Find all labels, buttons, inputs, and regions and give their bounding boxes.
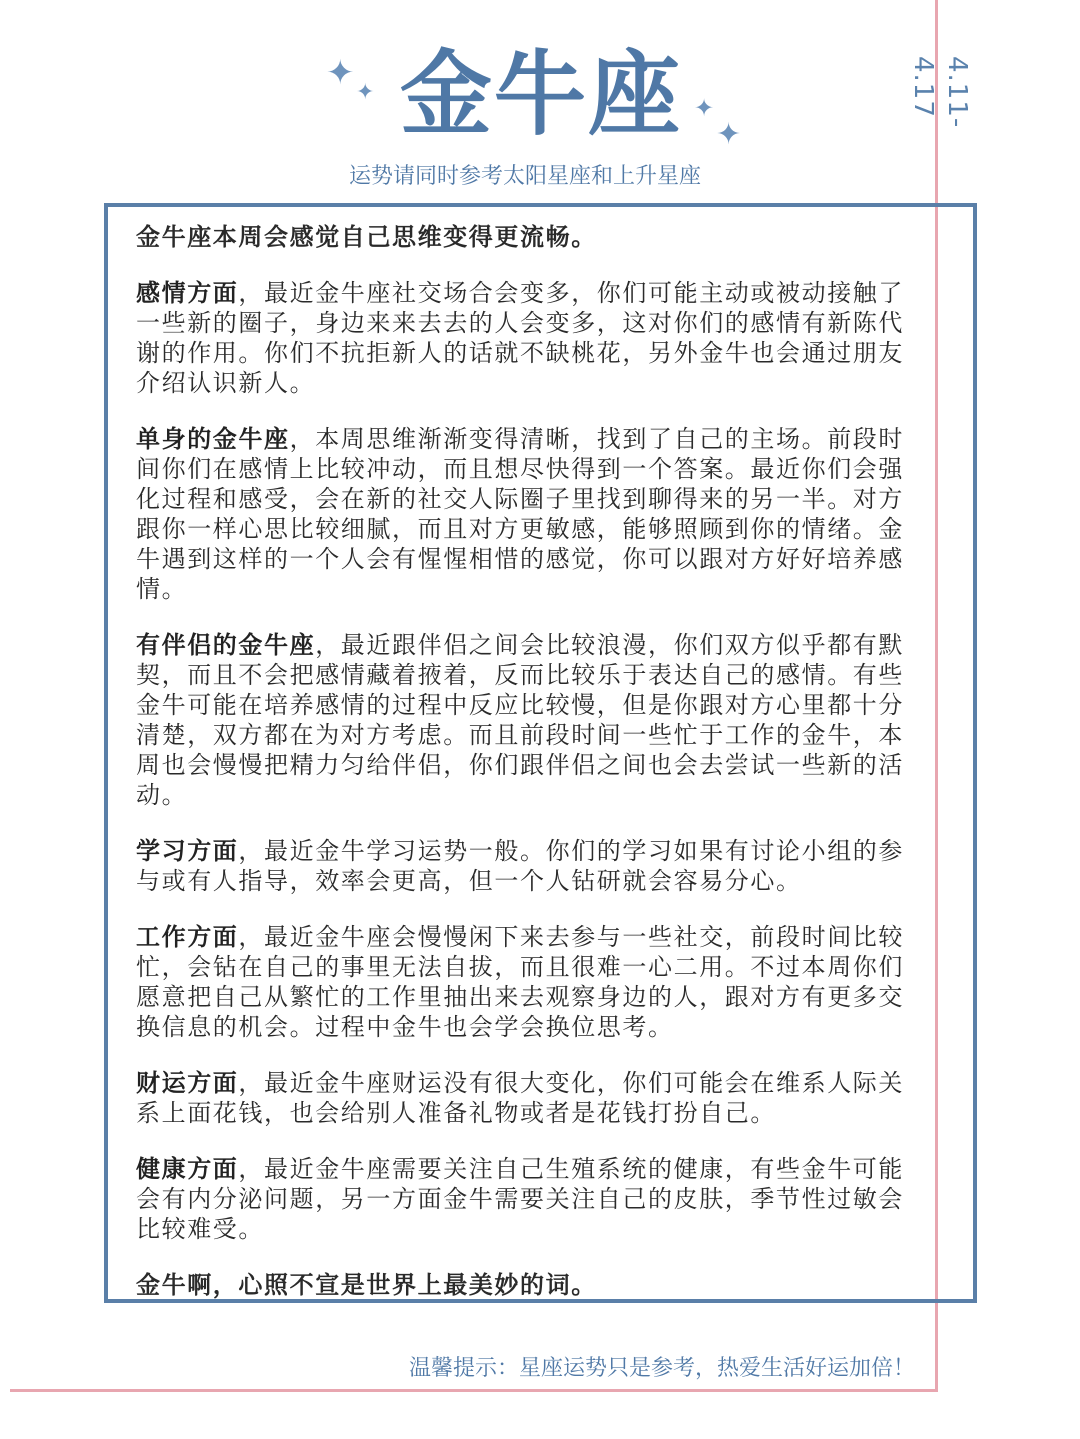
section-heading: 有伴侣的金牛座 <box>136 631 316 659</box>
section-love <box>136 278 914 398</box>
section-heading: 学习方面 <box>136 837 239 865</box>
section-heading: 感情方面 <box>136 279 239 307</box>
pink-frame-horizontal-line <box>10 1389 938 1392</box>
section-wealth <box>136 1068 914 1128</box>
sparkle-icon: ✦ <box>716 117 742 152</box>
page-subtitle: 运势请同时参考太阳星座和上升星座 <box>348 164 701 189</box>
section-text: ，本周思维渐渐变得清晰，找到了自己的主场。前段时间你们在感情上比较冲动，而且想尽快得到一个答案。最近你们会强化过程和感受，会在新的社交人际圈子里找到聊得来的另一半。对方跟你一样心思比较细腻，而且对方更敏感，能够照顾到你的情绪。金牛遇到这样的一个人会有惺惺相惜的感觉，你可以跟对方好好培养感情。 <box>136 425 905 603</box>
section-heading: 健康方面 <box>136 1155 239 1183</box>
section-work <box>136 922 914 1042</box>
sparkle-icon: ✦ <box>356 80 375 105</box>
closing-line: 金牛啊，心照不宣是世界上最美妙的词。 <box>136 1271 597 1299</box>
section-text: ，最近金牛座会慢慢闲下来去参与一些社交，前段时间比较忙，会钻在自己的事里无法自拔，而且很难一心二用。不过本周你们愿意把自己从繁忙的工作里抽出来去观察身边的人，跟对方有更多交换信息的机会。过程中金牛也会学会换位思考。 <box>136 923 905 1041</box>
section-partnered <box>136 630 914 810</box>
horoscope-content <box>136 222 914 1299</box>
section-text: ，最近跟伴侣之间会比较浪漫，你们双方似乎都有默契，而且不会把感情藏着掖着，反而比较乐于表达自己的感情。有些金牛可能在培养感情的过程中反应比较慢，但是你跟对方心里都十分清楚，双方都在为对方考虑。而且前段时间一些忙于工作的金牛，本周也会慢慢把精力匀给伴侣，你们跟伴侣之间也会去尝试一些新的活动。 <box>136 631 905 809</box>
section-heading: 财运方面 <box>136 1069 239 1097</box>
section-text: ，最近金牛学习运势一般。你们的学习如果有讨论小组的参与或有人指导，效率会更高，但一个人钻研就会容易分心。 <box>136 837 905 895</box>
section-text: ，最近金牛座需要关注自己生殖系统的健康，有些金牛可能会有内分泌问题，另一方面金牛需要关注自己的皮肤，季节性过敏会比较难受。 <box>136 1155 905 1243</box>
section-heading: 单身的金牛座 <box>136 425 290 453</box>
sparkle-icon: ✦ <box>694 94 715 122</box>
section-text: ，最近金牛座财运没有很大变化，你们可能会在维系人际关系上面花钱，也会给别人准备礼物或者是花钱打扮自己。 <box>136 1069 905 1127</box>
date-range: 4.11-4.17 <box>908 56 972 129</box>
intro-line: 金牛座本周会感觉自己思维变得更流畅。 <box>136 223 597 251</box>
sparkle-icon: ✦ <box>326 53 355 93</box>
section-heading: 工作方面 <box>136 923 239 951</box>
footer-tip: 温馨提示：星座运势只是参考，热爱生活好运加倍！ <box>408 1356 915 1381</box>
page-title: 金牛座 <box>400 41 683 148</box>
section-study <box>136 836 914 896</box>
section-text: ，最近金牛座社交场合会变多，你们可能主动或被动接触了一些新的圈子，身边来来去去的人会变多，这对你们的感情有新陈代谢的作用。你们不抗拒新人的话就不缺桃花，另外金牛也会通过朋友介绍认识新人。 <box>136 279 905 397</box>
section-single <box>136 424 914 604</box>
section-health <box>136 1154 914 1244</box>
